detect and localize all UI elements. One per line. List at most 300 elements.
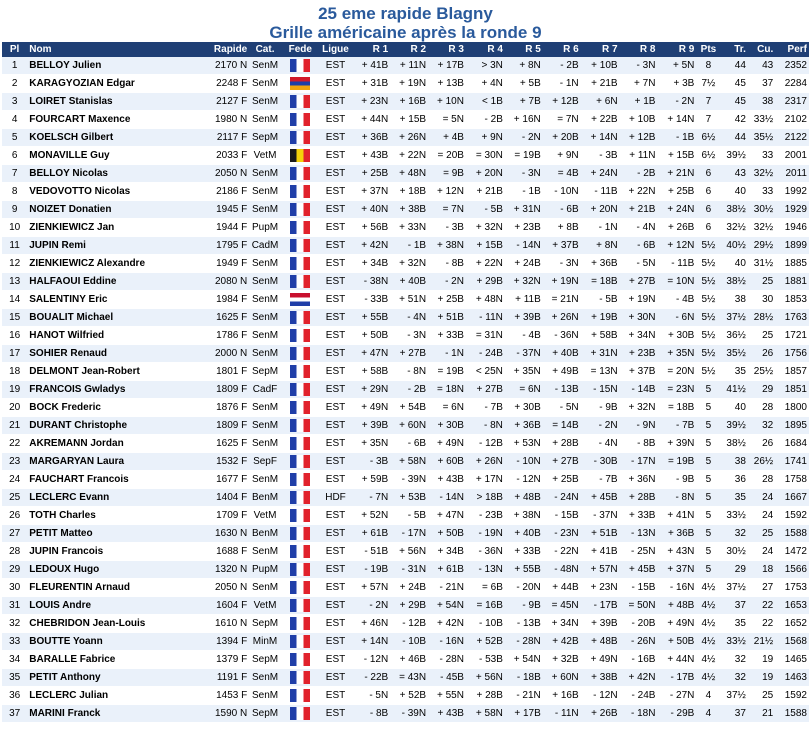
player-name-cell: BOUALIT Michael (27, 309, 202, 327)
col-rapide-header: Rapide (202, 42, 249, 57)
round-7-cell: = 18B (581, 273, 620, 291)
round-4-cell: + 52B (466, 633, 505, 651)
league-cell: EST (320, 147, 352, 165)
round-3-cell: + 33B (428, 327, 466, 345)
round-9-cell: + 30B (657, 327, 696, 345)
round-7-cell: - 37N (581, 507, 620, 525)
round-5-cell: - 14N (505, 237, 543, 255)
table-row (2, 111, 809, 129)
category-cell: SepF (249, 453, 281, 471)
round-1-cell: + 35N (351, 435, 390, 453)
league-cell: EST (320, 597, 352, 615)
category-cell: SenM (249, 345, 281, 363)
round-3-cell: + 17B (428, 57, 466, 75)
round-1-cell: + 61B (351, 525, 390, 543)
category-cell: SenM (249, 273, 281, 291)
round-9-cell: + 35N (657, 345, 696, 363)
round-6-cell: - 2B (543, 57, 581, 75)
league-cell: EST (320, 579, 352, 597)
performance-cell: 1946 (775, 219, 809, 237)
round-5-cell: + 36B (505, 417, 543, 435)
league-cell: EST (320, 669, 352, 687)
round-5-cell: + 55B (505, 561, 543, 579)
round-1-cell: + 57N (351, 579, 390, 597)
round-1-cell: + 29N (351, 381, 390, 399)
player-name-cell: ZIENKIEWICZ Alexandre (27, 255, 202, 273)
round-4-cell: - 23B (466, 507, 505, 525)
player-name-cell: BOCK Frederic (27, 399, 202, 417)
league-cell: EST (320, 417, 352, 435)
round-6-cell: + 27B (543, 453, 581, 471)
place-cell: 17 (2, 345, 27, 363)
tiebreak-cu-cell: 25 (748, 687, 775, 705)
category-cell: SenM (249, 291, 281, 309)
round-8-cell: + 12B (620, 129, 658, 147)
round-8-cell: + 28B (620, 489, 658, 507)
points-cell: 4½ (696, 669, 720, 687)
round-8-cell: + 7N (620, 75, 658, 93)
place-cell: 32 (2, 615, 27, 633)
tiebreak-tr-cell: 32 (721, 651, 748, 669)
table-row (2, 561, 809, 579)
round-5-cell: + 40B (505, 525, 543, 543)
player-name-cell: ZIENKIEWICZ Jan (27, 219, 202, 237)
tiebreak-tr-cell: 40½ (721, 237, 748, 255)
round-3-cell: + 38N (428, 237, 466, 255)
place-cell: 20 (2, 399, 27, 417)
col-r5-header: R 5 (505, 42, 543, 57)
france-flag-icon (290, 113, 310, 126)
round-7-cell: + 21B (581, 75, 620, 93)
performance-cell: 1472 (775, 543, 809, 561)
rating-cell: 1980 N (202, 111, 249, 129)
performance-cell: 2102 (775, 111, 809, 129)
category-cell: SenM (249, 543, 281, 561)
round-6-cell: - 1N (543, 75, 581, 93)
league-cell: EST (320, 129, 352, 147)
tiebreak-cu-cell: 27 (748, 579, 775, 597)
round-3-cell: + 43B (428, 471, 466, 489)
league-cell: EST (320, 633, 352, 651)
place-cell: 6 (2, 147, 27, 165)
tiebreak-tr-cell: 37½ (721, 687, 748, 705)
place-cell: 24 (2, 471, 27, 489)
france-flag-icon (290, 203, 310, 216)
performance-cell: 1588 (775, 525, 809, 543)
performance-cell: 1566 (775, 561, 809, 579)
category-cell: SenM (249, 57, 281, 75)
round-4-cell: + 9N (466, 129, 505, 147)
round-3-cell: = 7N (428, 201, 466, 219)
round-3-cell: - 21N (428, 579, 466, 597)
tiebreak-tr-cell: 35 (721, 363, 748, 381)
category-cell: SenM (249, 399, 281, 417)
points-cell: 5 (696, 435, 720, 453)
col-cat-header: Cat. (249, 42, 281, 57)
round-8-cell: + 30N (620, 309, 658, 327)
tiebreak-cu-cell: 33 (748, 147, 775, 165)
round-5-cell: - 37N (505, 345, 543, 363)
league-cell: EST (320, 165, 352, 183)
league-cell: EST (320, 291, 352, 309)
tiebreak-tr-cell: 37½ (721, 579, 748, 597)
round-2-cell: + 15B (390, 111, 428, 129)
round-2-cell: + 32N (390, 255, 428, 273)
round-1-cell: + 52N (351, 507, 390, 525)
category-cell: PupM (249, 219, 281, 237)
france-flag-icon (290, 95, 310, 108)
round-3-cell: = 20B (428, 147, 466, 165)
points-cell: 4½ (696, 633, 720, 651)
category-cell: SenM (249, 255, 281, 273)
tiebreak-tr-cell: 37½ (721, 309, 748, 327)
round-6-cell: = 14B (543, 417, 581, 435)
federation-flag-cell (281, 237, 320, 255)
player-name-cell: JUPIN Francois (27, 543, 202, 561)
federation-flag-cell (281, 435, 320, 453)
round-6-cell: + 25B (543, 471, 581, 489)
round-8-cell: - 26N (620, 633, 658, 651)
federation-flag-cell (281, 687, 320, 705)
tiebreak-cu-cell: 30 (748, 291, 775, 309)
round-8-cell: + 27B (620, 273, 658, 291)
federation-flag-cell (281, 327, 320, 345)
round-9-cell: = 23N (657, 381, 696, 399)
points-cell: 5½ (696, 363, 720, 381)
france-flag-icon (290, 131, 310, 144)
points-cell: 5½ (696, 273, 720, 291)
performance-cell: 1929 (775, 201, 809, 219)
belgium-flag-icon (290, 149, 310, 162)
league-cell: EST (320, 255, 352, 273)
league-cell: EST (320, 543, 352, 561)
league-cell: EST (320, 327, 352, 345)
round-1-cell: - 2N (351, 597, 390, 615)
round-4-cell: - 5B (466, 201, 505, 219)
round-6-cell: + 28B (543, 435, 581, 453)
rating-cell: 1949 F (202, 255, 249, 273)
round-9-cell: + 15B (657, 147, 696, 165)
round-8-cell: - 18N (620, 705, 658, 723)
round-3-cell: + 25B (428, 291, 466, 309)
round-2-cell: + 11N (390, 57, 428, 75)
round-7-cell: + 22B (581, 111, 620, 129)
points-cell: 5 (696, 417, 720, 435)
points-cell: 5 (696, 453, 720, 471)
performance-cell: 1800 (775, 399, 809, 417)
france-flag-icon (290, 527, 310, 540)
round-7-cell: + 24N (581, 165, 620, 183)
col-cu-header: Cu. (748, 42, 775, 57)
round-6-cell: - 3N (543, 255, 581, 273)
france-flag-icon (290, 365, 310, 378)
france-flag-icon (290, 653, 310, 666)
standings-table (2, 42, 809, 723)
federation-flag-cell (281, 507, 320, 525)
table-row (2, 309, 809, 327)
round-4-cell: - 24B (466, 345, 505, 363)
rating-cell: 2080 N (202, 273, 249, 291)
federation-flag-cell (281, 669, 320, 687)
league-cell: EST (320, 309, 352, 327)
place-cell: 10 (2, 219, 27, 237)
tiebreak-cu-cell: 29 (748, 381, 775, 399)
player-name-cell: DURANT Christophe (27, 417, 202, 435)
round-5-cell: - 2N (505, 129, 543, 147)
round-9-cell: - 4B (657, 291, 696, 309)
round-9-cell: - 9B (657, 471, 696, 489)
round-6-cell: + 19N (543, 273, 581, 291)
france-flag-icon (290, 599, 310, 612)
round-8-cell: + 19N (620, 291, 658, 309)
round-4-cell: < 25N (466, 363, 505, 381)
player-name-cell: MONAVILLE Guy (27, 147, 202, 165)
performance-cell: 1895 (775, 417, 809, 435)
round-1-cell: + 36B (351, 129, 390, 147)
round-8-cell: + 11N (620, 147, 658, 165)
league-cell: EST (320, 381, 352, 399)
round-6-cell: + 44B (543, 579, 581, 597)
round-7-cell: - 9B (581, 399, 620, 417)
table-row (2, 543, 809, 561)
performance-cell: 1857 (775, 363, 809, 381)
federation-flag-cell (281, 93, 320, 111)
tiebreak-tr-cell: 39½ (721, 417, 748, 435)
round-7-cell: + 51B (581, 525, 620, 543)
performance-cell: 1652 (775, 615, 809, 633)
table-row (2, 507, 809, 525)
col-nom-header: Nom (27, 42, 202, 57)
federation-flag-cell (281, 705, 320, 723)
points-cell: 5 (696, 543, 720, 561)
round-5-cell: + 38N (505, 507, 543, 525)
points-cell: 4½ (696, 651, 720, 669)
league-cell: EST (320, 345, 352, 363)
table-row (2, 453, 809, 471)
round-3-cell: + 42N (428, 615, 466, 633)
round-7-cell: + 14N (581, 129, 620, 147)
rating-cell: 1786 F (202, 327, 249, 345)
federation-flag-cell (281, 543, 320, 561)
player-name-cell: FOURCART Maxence (27, 111, 202, 129)
round-3-cell: = 9B (428, 165, 466, 183)
round-5-cell: + 23B (505, 219, 543, 237)
france-flag-icon (290, 311, 310, 324)
player-name-cell: FRANCOIS Gwladys (27, 381, 202, 399)
rating-cell: 2127 F (202, 93, 249, 111)
tiebreak-tr-cell: 32½ (721, 219, 748, 237)
round-9-cell: - 11B (657, 255, 696, 273)
france-flag-icon (290, 221, 310, 234)
round-8-cell: + 45B (620, 561, 658, 579)
tiebreak-cu-cell: 25 (748, 273, 775, 291)
round-6-cell: + 49B (543, 363, 581, 381)
tiebreak-tr-cell: 30½ (721, 543, 748, 561)
performance-cell: 1899 (775, 237, 809, 255)
tiebreak-cu-cell: 32 (748, 417, 775, 435)
category-cell: SenM (249, 93, 281, 111)
round-8-cell: + 21B (620, 201, 658, 219)
rating-cell: 1604 F (202, 597, 249, 615)
place-cell: 30 (2, 579, 27, 597)
tiebreak-tr-cell: 32 (721, 669, 748, 687)
points-cell: 6½ (696, 147, 720, 165)
federation-flag-cell (281, 273, 320, 291)
rating-cell: 1944 F (202, 219, 249, 237)
tiebreak-cu-cell: 24 (748, 543, 775, 561)
league-cell: EST (320, 75, 352, 93)
rating-cell: 1809 F (202, 381, 249, 399)
france-flag-icon (290, 437, 310, 450)
france-flag-icon (290, 347, 310, 360)
federation-flag-cell (281, 633, 320, 651)
tiebreak-tr-cell: 44 (721, 57, 748, 75)
round-2-cell: + 18B (390, 183, 428, 201)
rating-cell: 2186 F (202, 183, 249, 201)
category-cell: SepM (249, 705, 281, 723)
round-4-cell: + 56N (466, 669, 505, 687)
round-2-cell: - 12B (390, 615, 428, 633)
round-1-cell: + 43B (351, 147, 390, 165)
tiebreak-cu-cell: 24 (748, 507, 775, 525)
round-1-cell: - 38N (351, 273, 390, 291)
tiebreak-tr-cell: 39½ (721, 147, 748, 165)
round-9-cell: - 2N (657, 93, 696, 111)
table-row (2, 417, 809, 435)
table-row (2, 651, 809, 669)
rating-cell: 1945 F (202, 201, 249, 219)
round-7-cell: + 48B (581, 633, 620, 651)
round-9-cell: + 3B (657, 75, 696, 93)
round-3-cell: - 3B (428, 219, 466, 237)
category-cell: BenM (249, 489, 281, 507)
round-7-cell: - 1N (581, 219, 620, 237)
category-cell: SenM (249, 417, 281, 435)
federation-flag-cell (281, 219, 320, 237)
place-cell: 22 (2, 435, 27, 453)
armenia-flag-icon (290, 77, 310, 90)
page-title: 25 eme rapide Blagny (318, 4, 493, 23)
round-8-cell: - 25N (620, 543, 658, 561)
category-cell: SenM (249, 471, 281, 489)
round-3-cell: + 61B (428, 561, 466, 579)
player-name-cell: BELLOY Julien (27, 57, 202, 75)
round-7-cell: + 49N (581, 651, 620, 669)
tiebreak-tr-cell: 35 (721, 489, 748, 507)
performance-cell: 1592 (775, 687, 809, 705)
round-1-cell: - 12N (351, 651, 390, 669)
round-2-cell: = 43N (390, 669, 428, 687)
category-cell: PupM (249, 561, 281, 579)
performance-cell: 1568 (775, 633, 809, 651)
table-row (2, 255, 809, 273)
col-perf-header: Perf (775, 42, 809, 57)
performance-cell: 1684 (775, 435, 809, 453)
round-2-cell: + 19N (390, 75, 428, 93)
points-cell: 4 (696, 705, 720, 723)
round-8-cell: - 5N (620, 255, 658, 273)
france-flag-icon (290, 545, 310, 558)
place-cell: 35 (2, 669, 27, 687)
round-1-cell: + 37N (351, 183, 390, 201)
performance-cell: 1758 (775, 471, 809, 489)
france-flag-icon (290, 473, 310, 486)
france-flag-icon (290, 401, 310, 414)
rating-cell: 1984 F (202, 291, 249, 309)
round-8-cell: + 23B (620, 345, 658, 363)
tiebreak-tr-cell: 42 (721, 111, 748, 129)
player-name-cell: LECLERC Julian (27, 687, 202, 705)
round-6-cell: - 22N (543, 543, 581, 561)
federation-flag-cell (281, 165, 320, 183)
table-row (2, 327, 809, 345)
table-row (2, 435, 809, 453)
round-1-cell: - 7N (351, 489, 390, 507)
round-2-cell: + 27B (390, 345, 428, 363)
round-1-cell: + 14N (351, 633, 390, 651)
round-7-cell: = 13N (581, 363, 620, 381)
round-6-cell: + 12B (543, 93, 581, 111)
player-name-cell: FAUCHART Francois (27, 471, 202, 489)
round-6-cell: + 9N (543, 147, 581, 165)
federation-flag-cell (281, 471, 320, 489)
round-5-cell: = 6N (505, 381, 543, 399)
round-5-cell: - 18B (505, 669, 543, 687)
round-8-cell: - 9N (620, 417, 658, 435)
round-1-cell: + 49N (351, 399, 390, 417)
table-row (2, 273, 809, 291)
round-1-cell: - 3B (351, 453, 390, 471)
tiebreak-tr-cell: 33½ (721, 507, 748, 525)
round-4-cell: - 8N (466, 417, 505, 435)
tiebreak-tr-cell: 40 (721, 399, 748, 417)
col-r6-header: R 6 (543, 42, 581, 57)
round-6-cell: - 10N (543, 183, 581, 201)
france-flag-icon (290, 419, 310, 432)
round-5-cell: + 35N (505, 363, 543, 381)
round-9-cell: + 39N (657, 435, 696, 453)
tiebreak-tr-cell: 41½ (721, 381, 748, 399)
round-4-cell: + 15B (466, 237, 505, 255)
rating-cell: 1590 N (202, 705, 249, 723)
round-2-cell: - 39N (390, 471, 428, 489)
performance-cell: 1753 (775, 579, 809, 597)
tiebreak-tr-cell: 40 (721, 255, 748, 273)
table-row (2, 399, 809, 417)
player-name-cell: HANOT Wilfried (27, 327, 202, 345)
performance-cell: 2122 (775, 129, 809, 147)
table-row (2, 237, 809, 255)
points-cell: 5 (696, 399, 720, 417)
round-5-cell: + 30B (505, 399, 543, 417)
round-7-cell: + 23N (581, 579, 620, 597)
league-cell: EST (320, 93, 352, 111)
round-2-cell: + 56N (390, 543, 428, 561)
category-cell: BenM (249, 525, 281, 543)
round-1-cell: + 46N (351, 615, 390, 633)
round-8-cell: - 14B (620, 381, 658, 399)
france-flag-icon (290, 707, 310, 720)
league-cell: EST (320, 111, 352, 129)
tiebreak-cu-cell: 35½ (748, 129, 775, 147)
tiebreak-cu-cell: 25 (748, 525, 775, 543)
federation-flag-cell (281, 255, 320, 273)
player-name-cell: PETIT Anthony (27, 669, 202, 687)
france-flag-icon (290, 275, 310, 288)
col-r8-header: R 8 (620, 42, 658, 57)
tiebreak-cu-cell: 29½ (748, 237, 775, 255)
round-2-cell: + 58N (390, 453, 428, 471)
